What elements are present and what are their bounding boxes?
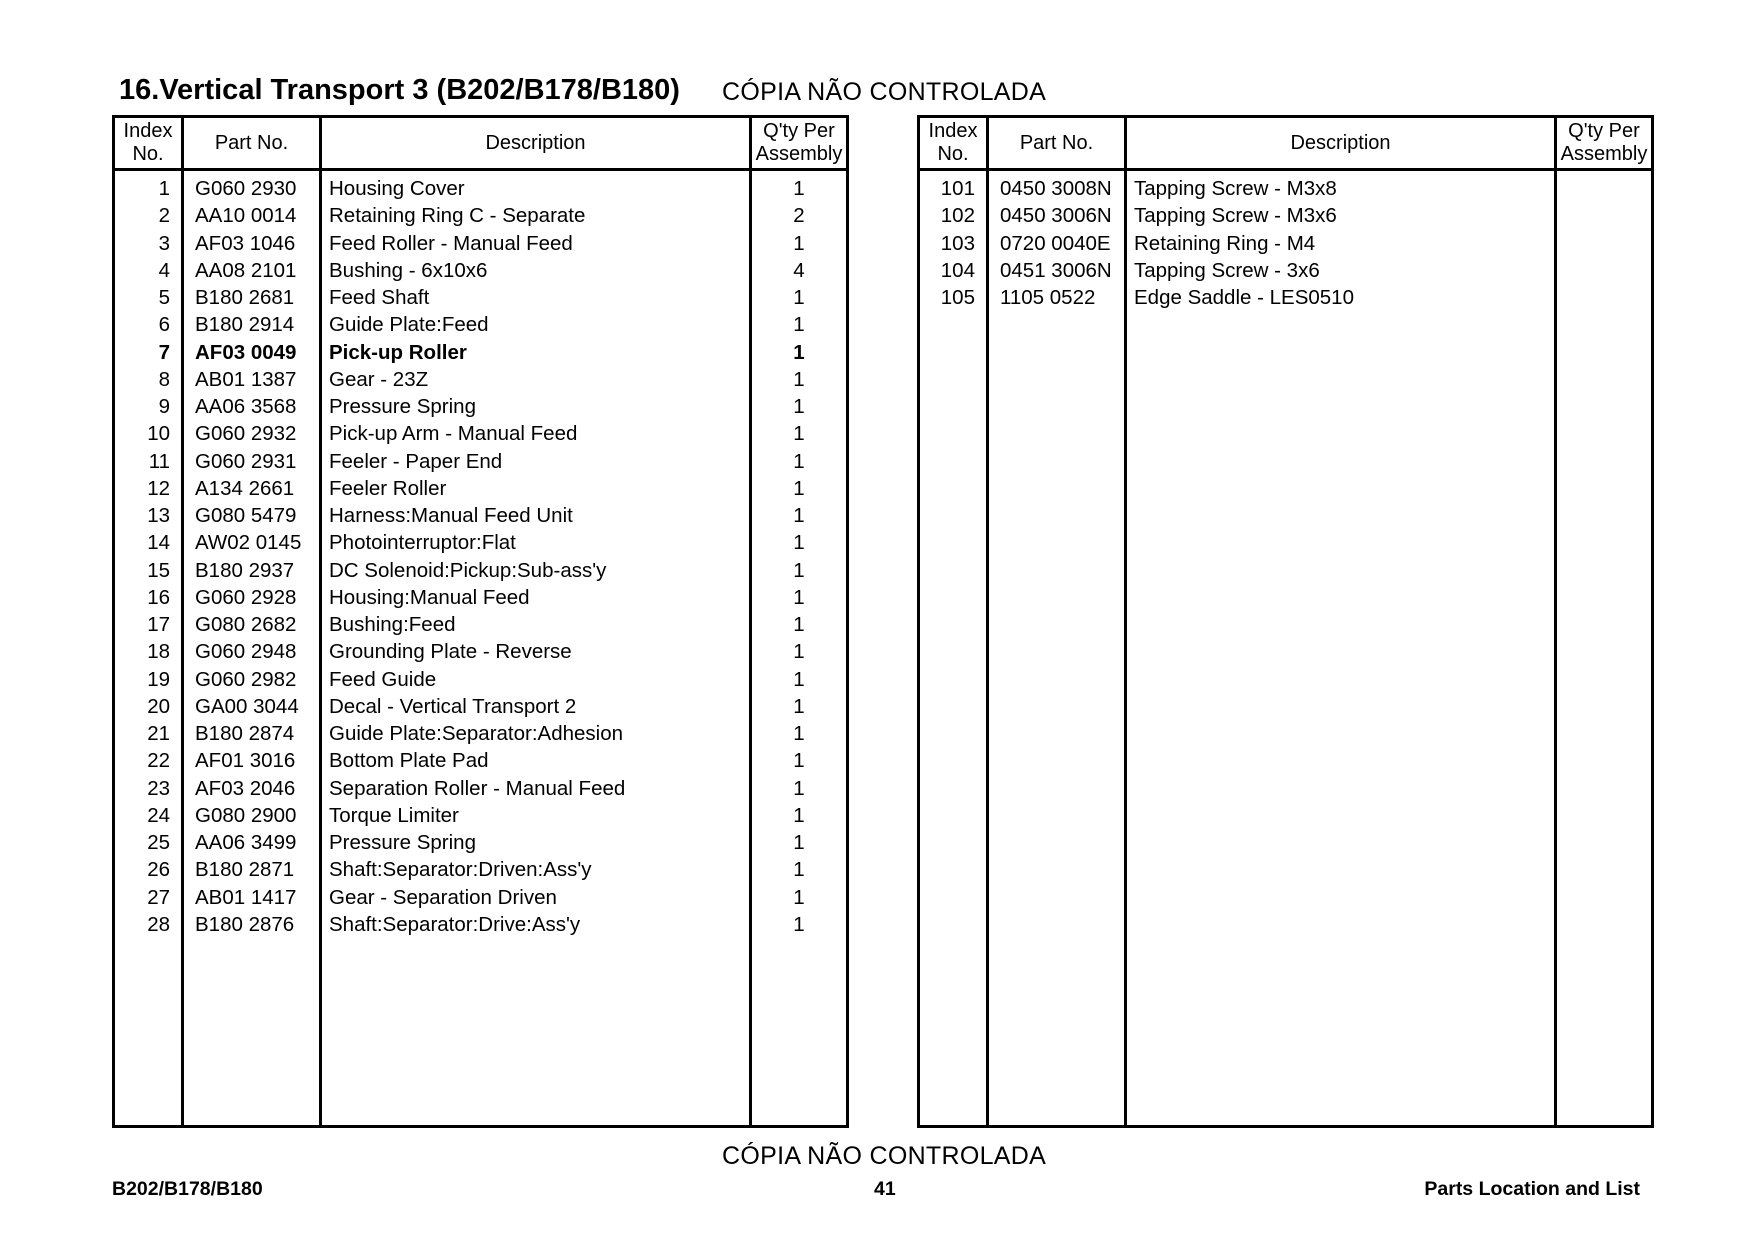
description-cell: Grounding Plate - Reverse	[329, 640, 572, 664]
table-row	[115, 911, 846, 938]
rows-left	[115, 175, 846, 938]
description-cell: Retaining Ring - M4	[1134, 231, 1316, 255]
index-cell: 24	[147, 803, 170, 827]
quantity-cell: 4	[793, 258, 805, 282]
index-cell: 2	[158, 204, 170, 228]
index-cell: 103	[940, 231, 975, 255]
index-cell: 3	[158, 231, 170, 255]
quantity-cell: 1	[793, 831, 805, 854]
part-number-cell: A134 2661	[195, 476, 295, 500]
table-row	[115, 257, 846, 284]
part-number-cell: 0450 3006N	[1000, 204, 1112, 228]
header-index-line2: No.	[132, 143, 164, 165]
description-cell: Tapping Screw - M3x6	[1134, 204, 1337, 228]
table-row	[920, 230, 1651, 257]
description-cell: Pressure Spring	[329, 831, 476, 854]
table-row	[115, 829, 846, 856]
header-qty	[752, 118, 846, 168]
description-cell: DC Solenoid:Pickup:Sub-ass'y	[329, 558, 607, 582]
index-cell: 21	[147, 722, 170, 745]
part-number-cell: AA10 0014	[195, 204, 297, 228]
index-cell: 1	[158, 177, 170, 200]
index-cell: 11	[148, 449, 170, 473]
part-number-cell: G060 2982	[195, 667, 297, 691]
index-cell: 28	[147, 912, 170, 936]
index-cell: 104	[940, 258, 975, 282]
part-number-cell: G060 2930	[195, 177, 297, 200]
description-cell: Tapping Screw - 3x6	[1134, 258, 1320, 282]
part-number-cell: 0720 0040E	[1000, 231, 1111, 255]
part-number-cell: 0450 3008N	[1000, 177, 1112, 200]
quantity-cell: 1	[793, 776, 805, 800]
quantity-cell: 1	[793, 667, 805, 691]
quantity-cell: 1	[793, 912, 805, 936]
description-cell: Pressure Spring	[329, 395, 476, 418]
part-number-cell: B180 2914	[195, 313, 295, 337]
index-cell: 102	[940, 204, 975, 228]
table-row	[920, 175, 1651, 202]
description-cell: Housing:Manual Feed	[329, 585, 530, 609]
table-row	[115, 584, 846, 611]
table-row	[115, 475, 846, 502]
quantity-cell: 2	[793, 204, 805, 228]
description-cell: Shaft:Separator:Driven:Ass'y	[329, 858, 592, 882]
index-cell: 13	[147, 504, 170, 527]
index-cell: 5	[158, 286, 170, 309]
quantity-cell: 1	[793, 476, 805, 500]
index-cell: 101	[940, 177, 975, 200]
table-row	[115, 884, 846, 911]
index-cell: 22	[147, 749, 170, 773]
part-number-cell: AA06 3568	[195, 395, 297, 418]
description-cell: Pick-up Arm - Manual Feed	[329, 422, 578, 446]
part-number-cell: G060 2928	[195, 585, 297, 609]
table-row	[920, 257, 1651, 284]
header-qty-line2: Assembly	[1560, 143, 1648, 165]
index-cell: 7	[158, 340, 170, 364]
header-index	[115, 118, 181, 168]
header-index-line1: Index	[928, 120, 978, 142]
index-cell: 4	[158, 258, 170, 282]
table-row	[115, 611, 846, 638]
part-number-cell: B180 2874	[195, 722, 295, 745]
part-number-cell: AF01 3016	[195, 749, 296, 773]
header-description: Description	[1290, 131, 1391, 154]
header-index-line1: Index	[123, 120, 173, 142]
table-row	[115, 720, 846, 747]
quantity-cell: 1	[793, 749, 805, 773]
description-cell: Feed Roller - Manual Feed	[329, 231, 573, 255]
part-number-cell: AF03 2046	[195, 776, 296, 800]
description-cell: Guide Plate:Separator:Adhesion	[329, 722, 624, 745]
description-cell: Guide Plate:Feed	[329, 313, 489, 337]
part-number-cell: AF03 1046	[195, 231, 296, 255]
quantity-cell: 1	[793, 640, 805, 664]
index-cell: 17	[147, 613, 170, 636]
table-row	[115, 638, 846, 665]
table-row	[920, 284, 1651, 311]
quantity-cell: 1	[793, 177, 805, 200]
header-qty-line2: Assembly	[755, 143, 843, 165]
table-row	[115, 339, 846, 366]
table-row	[115, 856, 846, 883]
table-row	[115, 747, 846, 774]
description-cell: Feeler - Paper End	[329, 449, 503, 473]
part-number-cell: AA08 2101	[195, 258, 297, 282]
quantity-cell: 1	[793, 395, 805, 418]
description-cell: Feed Shaft	[329, 286, 430, 309]
index-cell: 25	[147, 831, 170, 854]
description-cell: Edge Saddle - LES0510	[1134, 286, 1354, 309]
part-number-cell: G080 2682	[195, 613, 297, 636]
quantity-cell: 1	[793, 803, 805, 827]
part-number-cell: B180 2876	[195, 912, 295, 936]
part-number-cell: AA06 3499	[195, 831, 297, 854]
part-number-cell: B180 2871	[195, 858, 295, 882]
part-number-cell: G080 5479	[195, 504, 297, 527]
index-cell: 9	[158, 395, 170, 418]
index-cell: 19	[147, 667, 170, 691]
rows-right	[920, 175, 1651, 311]
header-qty-line1: Q'ty Per	[763, 120, 835, 142]
header-part-no: Part No.	[214, 131, 289, 154]
quantity-cell: 1	[793, 340, 805, 364]
part-number-cell: AF03 0049	[195, 340, 297, 364]
part-number-cell: GA00 3044	[195, 694, 299, 718]
page-title: 16.Vertical Transport 3 (B202/B178/B180)	[119, 74, 680, 106]
footer-section: Parts Location and List	[1424, 1178, 1640, 1200]
part-number-cell: AB01 1387	[195, 367, 297, 391]
index-cell: 26	[147, 858, 170, 882]
header-qty-line1: Q'ty Per	[1568, 120, 1640, 142]
quantity-cell: 1	[793, 613, 805, 636]
description-cell: Feeler Roller	[329, 476, 447, 500]
description-cell: Gear - Separation Driven	[329, 885, 557, 909]
index-cell: 15	[147, 558, 170, 582]
index-cell: 27	[147, 885, 170, 909]
description-cell: Bushing - 6x10x6	[329, 258, 488, 282]
watermark-bottom: CÓPIA NÃO CONTROLADA	[722, 1142, 1047, 1170]
index-cell: 23	[147, 776, 170, 800]
index-cell: 20	[147, 694, 170, 718]
quantity-cell: 1	[793, 286, 805, 309]
table-row	[115, 775, 846, 802]
part-number-cell: AW02 0145	[195, 531, 302, 555]
table-row	[115, 366, 846, 393]
parts-table-right	[917, 115, 1654, 1128]
description-cell: Photointerruptor:Flat	[329, 531, 516, 555]
parts-table-left	[112, 115, 849, 1128]
quantity-cell: 1	[793, 858, 805, 882]
index-cell: 8	[158, 367, 170, 391]
footer-page-number: 41	[874, 1178, 896, 1200]
header-part-no: Part No.	[1019, 131, 1094, 154]
index-cell: 10	[147, 422, 170, 446]
table-row	[115, 666, 846, 693]
table-row	[920, 202, 1651, 229]
table-row	[115, 448, 846, 475]
description-cell: Housing Cover	[329, 177, 465, 200]
description-cell: Harness:Manual Feed Unit	[329, 504, 573, 527]
header-index	[920, 118, 986, 168]
part-number-cell: G080 2900	[195, 803, 297, 827]
description-cell: Torque Limiter	[329, 803, 459, 827]
description-cell: Shaft:Separator:Drive:Ass'y	[329, 912, 581, 936]
index-cell: 105	[940, 286, 975, 309]
description-cell: Retaining Ring C - Separate	[329, 204, 586, 228]
description-cell: Bottom Plate Pad	[329, 749, 489, 773]
table-row	[115, 202, 846, 229]
description-cell: Tapping Screw - M3x8	[1134, 177, 1337, 200]
quantity-cell: 1	[793, 885, 805, 909]
table-row	[115, 230, 846, 257]
table-row	[115, 393, 846, 420]
header-divider	[920, 168, 1651, 171]
description-cell: Pick-up Roller	[329, 340, 467, 364]
table-row	[115, 311, 846, 338]
table-row	[115, 420, 846, 447]
description-cell: Bushing:Feed	[329, 613, 456, 636]
description-cell: Decal - Vertical Transport 2	[329, 694, 577, 718]
footer-model: B202/B178/B180	[112, 1178, 263, 1200]
header-index-line2: No.	[937, 143, 969, 165]
description-cell: Separation Roller - Manual Feed	[329, 776, 626, 800]
part-number-cell: AB01 1417	[195, 885, 297, 909]
description-cell: Gear - 23Z	[329, 367, 429, 391]
part-number-cell: B180 2681	[195, 286, 295, 309]
index-cell: 18	[147, 640, 170, 664]
quantity-cell: 1	[793, 313, 805, 337]
quantity-cell: 1	[793, 422, 805, 446]
index-cell: 12	[147, 476, 170, 500]
table-row	[115, 175, 846, 202]
part-number-cell: G060 2932	[195, 422, 297, 446]
table-row	[115, 284, 846, 311]
header-qty	[1557, 118, 1651, 168]
part-number-cell: B180 2937	[195, 558, 295, 582]
part-number-cell: G060 2948	[195, 640, 297, 664]
table-row	[115, 557, 846, 584]
quantity-cell: 1	[793, 722, 805, 745]
table-row	[115, 693, 846, 720]
quantity-cell: 1	[793, 231, 805, 255]
header-divider	[115, 168, 846, 171]
quantity-cell: 1	[793, 585, 805, 609]
quantity-cell: 1	[793, 558, 805, 582]
table-row	[115, 502, 846, 529]
table-row	[115, 802, 846, 829]
table-row	[115, 529, 846, 556]
part-number-cell: 0451 3006N	[1000, 258, 1112, 282]
part-number-cell: G060 2931	[195, 449, 297, 473]
index-cell: 6	[158, 313, 170, 337]
index-cell: 16	[147, 585, 170, 609]
index-cell: 14	[147, 531, 170, 555]
watermark-top: CÓPIA NÃO CONTROLADA	[722, 78, 1047, 106]
quantity-cell: 1	[793, 694, 805, 718]
description-cell: Feed Guide	[329, 667, 437, 691]
quantity-cell: 1	[793, 367, 805, 391]
quantity-cell: 1	[793, 449, 805, 473]
quantity-cell: 1	[793, 531, 805, 555]
header-description: Description	[485, 131, 586, 154]
quantity-cell: 1	[793, 504, 805, 527]
part-number-cell: 1105 0522	[1000, 286, 1096, 309]
